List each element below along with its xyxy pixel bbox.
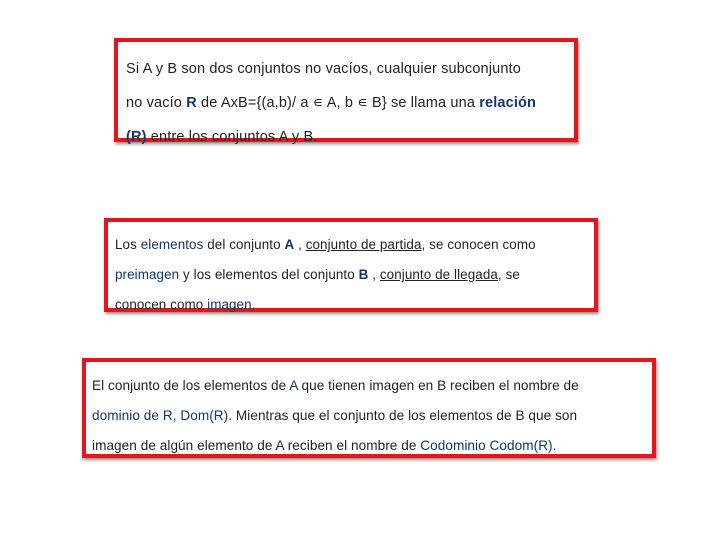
sets-line-3: [115, 290, 594, 320]
preimagen-term: preimagen: [115, 267, 180, 282]
sets-line-1: [115, 230, 594, 260]
definition-text: entre los conjuntos A y B.: [146, 129, 318, 145]
imagen-term: imagen.: [207, 297, 256, 312]
domain-line-3: [92, 431, 652, 461]
domain-text: Mientras que el conjunto de los elementos de B que son: [232, 408, 578, 423]
domain-codomain-box: [82, 358, 656, 458]
domain-text: que tienen imagen en B reciben el nombre de: [297, 378, 579, 393]
set-a-symbol: A: [284, 237, 295, 252]
definition-text: de AxB={(a,b)/ a ∊ A, b ∊ B} se llama una: [196, 95, 480, 111]
conjunto-de-partida-term: conjunto de partida: [305, 237, 422, 252]
domain-text: imagen de algún elemento de A reciben el nombre de: [92, 438, 421, 453]
domain-line-1: [92, 371, 652, 401]
domain-text: El conjunto de los elementos de: [92, 378, 290, 393]
definition-line-1: [126, 52, 574, 86]
relation-symbol-r-paren: (R): [126, 129, 147, 145]
sets-text: Los: [115, 237, 141, 252]
relation-term: relación: [479, 95, 537, 111]
sets-text: ,: [294, 237, 306, 252]
sets-line-2: [115, 260, 594, 290]
set-b-symbol: B: [358, 267, 369, 282]
codominio-term: Codominio Codom(R).: [420, 438, 557, 453]
sets-text: , se: [497, 267, 520, 282]
sets-text: , se conocen como: [421, 237, 536, 252]
sets-text: conocen como: [115, 297, 208, 312]
domain-line-2: [92, 401, 652, 431]
definition-line-2: [126, 86, 574, 120]
definition-line-3: [126, 120, 574, 154]
sets-explanation-box: [104, 218, 598, 312]
conjunto-de-llegada-term: conjunto de llegada: [379, 267, 498, 282]
set-a-symbol: A: [289, 378, 298, 393]
sets-text: del conjunto: [203, 237, 285, 252]
sets-text: ,: [368, 267, 380, 282]
dominio-term: dominio de R, Dom(R).: [92, 408, 233, 423]
definition-text: Si A y B son dos conjuntos no vacíos, cualquier subconjunto: [126, 61, 521, 77]
definition-text: no vacío: [126, 95, 187, 111]
sets-text: y los elementos del conjunto: [179, 267, 359, 282]
relation-definition-box: [114, 38, 578, 145]
relation-symbol-r: R: [186, 95, 197, 111]
elementos-term: elementos: [140, 237, 204, 252]
